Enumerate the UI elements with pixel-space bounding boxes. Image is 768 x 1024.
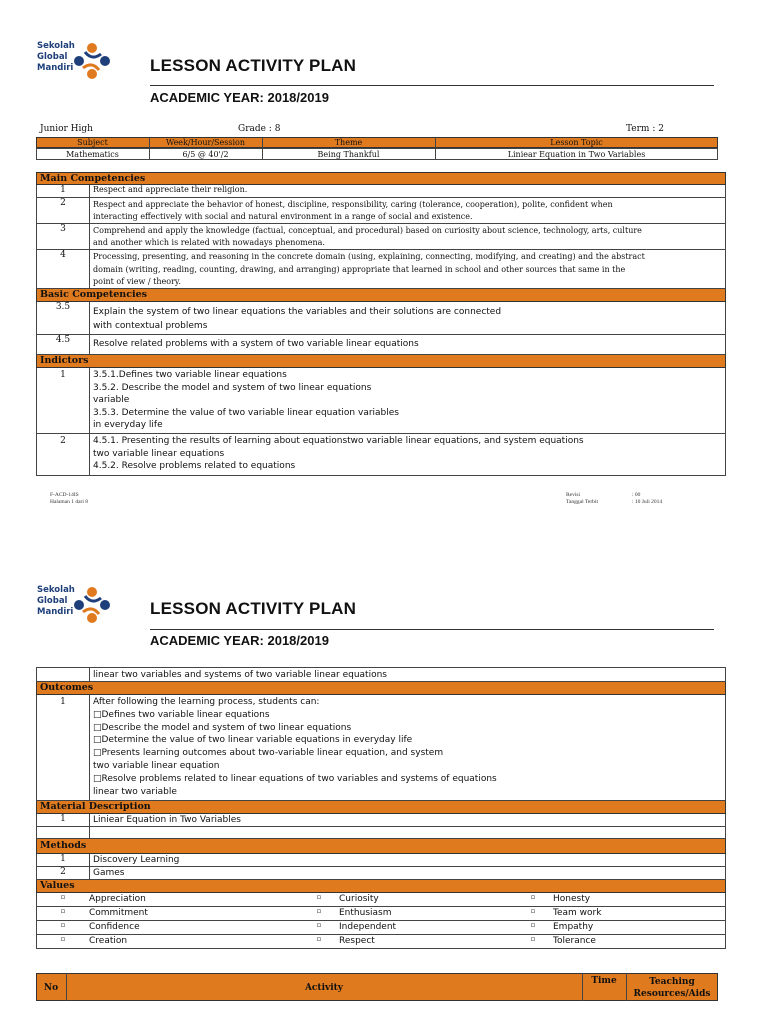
row-text <box>90 368 402 433</box>
line: two variable linear equations <box>93 448 225 459</box>
logo-line: Mandiri <box>37 63 74 73</box>
checkbox-icon: ▫ <box>60 907 66 915</box>
line: 3.5.1.Defines two variable linear equations <box>93 370 287 380</box>
line: 3.5.3. Determine the value of two variable linear equation variables <box>93 407 399 418</box>
row-number: 1 <box>37 814 90 826</box>
level-label: Junior High <box>40 124 93 134</box>
publish-date-label: Tanggal Terbit <box>566 499 598 505</box>
logo-text <box>37 585 75 618</box>
page-indicator: Halaman 1 dari 8 <box>50 499 89 505</box>
row-text <box>90 198 616 223</box>
row-number: 2 <box>37 867 90 879</box>
line: 3.5.2. Describe the model and system of two linear equations <box>93 382 372 393</box>
value-item: Team work <box>553 908 602 918</box>
term-label: Term : 2 <box>626 124 664 134</box>
row-text <box>90 250 648 288</box>
method-text: Discovery Learning <box>93 855 180 865</box>
value-item: Curiosity <box>339 894 379 904</box>
theme-value: Being Thankful <box>317 150 380 159</box>
line: □Presents learning outcomes about two-variable linear equation, and system <box>93 748 444 759</box>
values-row <box>37 893 725 907</box>
value-item: Honesty <box>553 894 591 904</box>
section-methods: Methods <box>36 839 726 854</box>
value-item: Creation <box>89 936 128 946</box>
line: Resolve related problems with a system of two variable linear equations <box>93 339 419 349</box>
value-item: Appreciation <box>89 894 146 904</box>
checkbox-icon: ▫ <box>530 921 536 929</box>
col-header-no: No <box>43 983 59 993</box>
checkbox-icon: ▫ <box>316 935 322 943</box>
line: Respect and appreciate the behavior of honest, discipline, responsibility, caring (tolerance, cooperation), polite, confident when <box>93 200 613 209</box>
row-number: 3.5 <box>37 302 90 334</box>
checkbox-icon: ▫ <box>530 935 536 943</box>
logo-text <box>37 41 75 74</box>
col-header-week: Week/Hour/Session <box>166 138 245 147</box>
checkbox-icon: ▫ <box>316 907 322 915</box>
line: domain (writing, reading, counting, drawing, and arranging) appropriate that learned in school and other sources that same in the <box>93 264 626 274</box>
row-number: 1 <box>37 368 90 433</box>
school-logo <box>37 40 117 84</box>
row-text <box>90 434 587 475</box>
section-material: Material Description <box>36 801 726 814</box>
method-text: Games <box>93 868 125 878</box>
week-value: 6/5 @ 40'/2 <box>182 150 229 159</box>
logo-line: Sekolah <box>37 41 75 51</box>
row-number: 1 <box>37 854 90 866</box>
section-values: Values <box>36 880 726 893</box>
publish-date-value: : 10 Juli 2014 <box>632 499 663 505</box>
checkbox-icon: ▫ <box>60 921 66 929</box>
line: variable <box>93 395 130 405</box>
line: 4.5.2. Resolve problems related to equations <box>93 461 296 471</box>
table-row <box>36 854 726 867</box>
section-main-competencies: Main Competencies <box>36 172 726 185</box>
row-text <box>90 302 504 334</box>
row-number: 1 <box>37 695 90 800</box>
line: point of view / theory. <box>93 277 181 286</box>
logo-line: Mandiri <box>37 607 74 617</box>
table-row <box>36 224 726 250</box>
row-text <box>90 185 247 197</box>
values-grid <box>36 893 726 949</box>
line: After following the learning process, students can: <box>93 697 320 707</box>
row-number: 2 <box>37 198 90 223</box>
page2-table <box>36 667 726 949</box>
line: 4.5.1. Presenting the results of learning about equationstwo variable linear equations, and system equations <box>93 436 584 446</box>
value-item: Independent <box>339 922 397 932</box>
line: Respect and appreciate their religion. <box>93 185 248 194</box>
line: □Determine the value of two linear variable equations in everyday life <box>93 735 413 746</box>
line: with contextual problems <box>93 321 208 331</box>
continued-text: linear two variables and systems of two variable linear equations <box>93 670 387 680</box>
row-number <box>37 668 90 681</box>
checkbox-icon: ▫ <box>530 893 536 901</box>
grade-label: Grade : 8 <box>238 124 281 134</box>
line: □Resolve problems related to linear equations of two variables and systems of equations <box>93 773 497 784</box>
section-indicators: Indictors <box>36 355 726 368</box>
revision-label: Revisi <box>566 492 581 498</box>
line: Comprehend and apply the knowledge (factual, conceptual, and procedural) based on curiosity about science, technology, arts, culture <box>93 226 642 235</box>
header-line: Resources/Aids <box>633 989 711 999</box>
logo-emblem-icon <box>71 40 113 82</box>
line: linear two variable <box>93 786 177 797</box>
line: and another which is related with nowadays phenomena. <box>93 238 325 247</box>
col-header-theme: Theme <box>334 138 363 147</box>
line: □Defines two variable linear equations <box>93 709 270 720</box>
row-number: 4 <box>37 250 90 288</box>
checkbox-icon: ▫ <box>60 935 66 943</box>
row-number: 2 <box>37 434 90 475</box>
header-rule <box>150 85 714 86</box>
material-text: Liniear Equation in Two Variables <box>93 815 241 825</box>
doc-footer-right-labels <box>566 492 598 506</box>
checkbox-icon: ▫ <box>530 907 536 915</box>
line: interacting effectively with social and natural environment in a range of social and existence. <box>93 212 473 221</box>
table-row <box>36 302 726 335</box>
table-row <box>36 250 726 289</box>
table-row <box>36 368 726 434</box>
line: Explain the system of two linear equations the variables and their solutions are connected <box>93 307 502 317</box>
table-row <box>36 867 726 880</box>
table-row <box>36 335 726 355</box>
table-row-spacer <box>36 827 726 839</box>
section-basic-competencies: Basic Competencies <box>36 289 726 302</box>
logo-line: Global <box>37 52 68 62</box>
row-text <box>90 335 422 354</box>
logo-line: Global <box>37 596 68 606</box>
value-item: Confidence <box>89 922 140 932</box>
line: two variable linear equation <box>93 760 220 771</box>
row-number <box>37 827 90 838</box>
value-item: Tolerance <box>553 936 596 946</box>
row-number: 3 <box>37 224 90 249</box>
table-row <box>36 434 726 476</box>
logo-emblem-icon <box>71 584 113 626</box>
logo-line: Sekolah <box>37 585 75 595</box>
values-row <box>37 935 725 948</box>
col-header-subject: Subject <box>77 138 108 147</box>
value-item: Respect <box>339 936 375 946</box>
academic-year: ACADEMIC YEAR: 2018/2019 <box>150 90 329 105</box>
section-outcomes: Outcomes <box>36 682 726 695</box>
table-row <box>36 814 726 827</box>
revision-value: : 00 <box>632 492 641 498</box>
table-row <box>36 667 726 682</box>
row-number: 4.5 <box>37 335 90 354</box>
checkbox-icon: ▫ <box>316 921 322 929</box>
values-row <box>37 907 725 921</box>
page-title: LESSON ACTIVITY PLAN <box>150 599 357 618</box>
table-row <box>36 185 726 198</box>
row-number: 1 <box>37 185 90 197</box>
header-line: Teaching <box>649 977 695 987</box>
school-logo <box>37 584 117 628</box>
doc-footer-right-values <box>632 492 662 506</box>
checkbox-icon: ▫ <box>60 893 66 901</box>
col-header-activity: Activity <box>304 983 344 993</box>
topic-value: Liniear Equation in Two Variables <box>507 150 646 159</box>
outcomes-list <box>90 695 500 800</box>
form-code: F-ACD-14IS <box>50 492 79 498</box>
checkbox-icon: ▫ <box>316 893 322 901</box>
table-row <box>36 198 726 224</box>
col-header-topic: Lesson Topic <box>550 138 603 147</box>
value-item: Empathy <box>553 922 594 932</box>
values-row <box>37 921 725 935</box>
line: Processing, presenting, and reasoning in the concrete domain (using, explaining, connecting, modifying, and creating) and the abstract <box>93 252 645 261</box>
value-item: Enthusiasm <box>339 908 392 918</box>
col-header-time: Time <box>591 976 617 986</box>
page-title: LESSON ACTIVITY PLAN <box>150 56 357 75</box>
competency-table <box>36 172 726 476</box>
row-text <box>90 224 645 249</box>
line: in everyday life <box>93 420 163 430</box>
table-row <box>36 695 726 801</box>
academic-year: ACADEMIC YEAR: 2018/2019 <box>150 633 329 648</box>
doc-footer-left <box>50 492 88 506</box>
header-rule <box>150 629 714 630</box>
col-header-resources <box>626 976 718 1000</box>
subject-value: Mathematics <box>66 150 119 159</box>
line: □Describe the model and system of two linear equations <box>93 722 352 733</box>
value-item: Commitment <box>89 908 148 918</box>
